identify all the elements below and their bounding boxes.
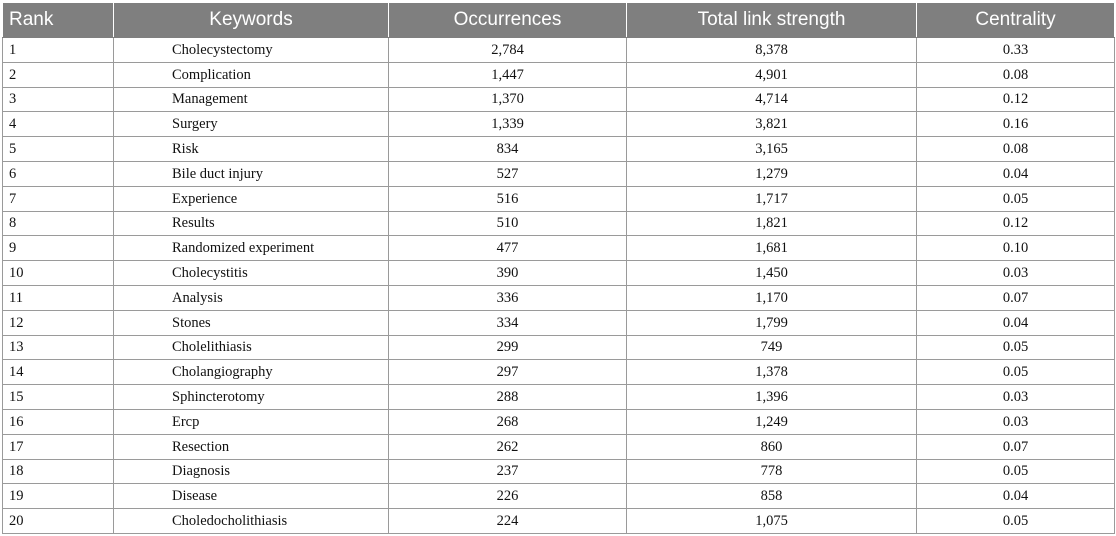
occurrences-cell: 268 <box>389 409 627 434</box>
rank-cell: 17 <box>3 434 114 459</box>
centrality-cell: 0.03 <box>917 409 1115 434</box>
centrality-cell: 0.07 <box>917 434 1115 459</box>
table-row <box>3 385 1115 410</box>
occurrences-cell: 297 <box>389 360 627 385</box>
occurrences-cell: 834 <box>389 137 627 162</box>
rank-cell: 12 <box>3 310 114 335</box>
occurrences-cell: 2,784 <box>389 38 627 63</box>
table-row <box>3 38 1115 63</box>
total-link-strength-cell: 4,901 <box>627 62 917 87</box>
rank-cell: 6 <box>3 161 114 186</box>
total-link-strength-cell: 749 <box>627 335 917 360</box>
header-occurrences: Occurrences <box>389 3 627 38</box>
header-keywords: Keywords <box>114 3 389 38</box>
centrality-cell: 0.05 <box>917 360 1115 385</box>
rank-cell: 4 <box>3 112 114 137</box>
table-row <box>3 434 1115 459</box>
rank-cell: 3 <box>3 87 114 112</box>
total-link-strength-cell: 1,249 <box>627 409 917 434</box>
centrality-cell: 0.05 <box>917 459 1115 484</box>
occurrences-cell: 237 <box>389 459 627 484</box>
occurrences-cell: 510 <box>389 211 627 236</box>
keyword-cell: Choledocholithiasis <box>114 509 389 534</box>
keyword-cell: Disease <box>114 484 389 509</box>
total-link-strength-cell: 1,279 <box>627 161 917 186</box>
table-row <box>3 137 1115 162</box>
keyword-cell: Cholecystectomy <box>114 38 389 63</box>
centrality-cell: 0.03 <box>917 385 1115 410</box>
table-row <box>3 261 1115 286</box>
keyword-cell: Experience <box>114 186 389 211</box>
table-row <box>3 211 1115 236</box>
keyword-cell: Results <box>114 211 389 236</box>
rank-cell: 19 <box>3 484 114 509</box>
total-link-strength-cell: 1,717 <box>627 186 917 211</box>
total-link-strength-cell: 778 <box>627 459 917 484</box>
centrality-cell: 0.16 <box>917 112 1115 137</box>
occurrences-cell: 224 <box>389 509 627 534</box>
occurrences-cell: 1,370 <box>389 87 627 112</box>
table-row <box>3 285 1115 310</box>
rank-cell: 1 <box>3 38 114 63</box>
rank-cell: 7 <box>3 186 114 211</box>
rank-cell: 10 <box>3 261 114 286</box>
keyword-cell: Surgery <box>114 112 389 137</box>
keyword-cell: Risk <box>114 137 389 162</box>
rank-cell: 18 <box>3 459 114 484</box>
header-centrality: Centrality <box>917 3 1115 38</box>
total-link-strength-cell: 3,165 <box>627 137 917 162</box>
keyword-cell: Ercp <box>114 409 389 434</box>
rank-cell: 11 <box>3 285 114 310</box>
table-row <box>3 62 1115 87</box>
keyword-cell: Bile duct injury <box>114 161 389 186</box>
occurrences-cell: 516 <box>389 186 627 211</box>
keyword-cell: Resection <box>114 434 389 459</box>
rank-cell: 8 <box>3 211 114 236</box>
centrality-cell: 0.04 <box>917 161 1115 186</box>
centrality-cell: 0.10 <box>917 236 1115 261</box>
occurrences-cell: 1,447 <box>389 62 627 87</box>
keyword-cell: Management <box>114 87 389 112</box>
table-row <box>3 409 1115 434</box>
occurrences-cell: 336 <box>389 285 627 310</box>
total-link-strength-cell: 860 <box>627 434 917 459</box>
centrality-cell: 0.08 <box>917 62 1115 87</box>
centrality-cell: 0.05 <box>917 509 1115 534</box>
table-row <box>3 236 1115 261</box>
table-row <box>3 484 1115 509</box>
total-link-strength-cell: 1,799 <box>627 310 917 335</box>
centrality-cell: 0.12 <box>917 211 1115 236</box>
table-row <box>3 87 1115 112</box>
total-link-strength-cell: 3,821 <box>627 112 917 137</box>
keyword-cell: Stones <box>114 310 389 335</box>
occurrences-cell: 334 <box>389 310 627 335</box>
table-header <box>3 3 1115 38</box>
rank-cell: 5 <box>3 137 114 162</box>
rank-cell: 13 <box>3 335 114 360</box>
keyword-cell: Randomized experiment <box>114 236 389 261</box>
occurrences-cell: 299 <box>389 335 627 360</box>
keyword-cell: Diagnosis <box>114 459 389 484</box>
keywords-table <box>2 2 1115 534</box>
occurrences-cell: 527 <box>389 161 627 186</box>
total-link-strength-cell: 1,170 <box>627 285 917 310</box>
table-row <box>3 310 1115 335</box>
centrality-cell: 0.05 <box>917 186 1115 211</box>
header-total-link-strength: Total link strength <box>627 3 917 38</box>
table-row <box>3 186 1115 211</box>
rank-cell: 14 <box>3 360 114 385</box>
total-link-strength-cell: 8,378 <box>627 38 917 63</box>
centrality-cell: 0.04 <box>917 484 1115 509</box>
keyword-cell: Complication <box>114 62 389 87</box>
occurrences-cell: 477 <box>389 236 627 261</box>
total-link-strength-cell: 4,714 <box>627 87 917 112</box>
table-row <box>3 112 1115 137</box>
occurrences-cell: 1,339 <box>389 112 627 137</box>
total-link-strength-cell: 1,075 <box>627 509 917 534</box>
centrality-cell: 0.04 <box>917 310 1115 335</box>
centrality-cell: 0.33 <box>917 38 1115 63</box>
centrality-cell: 0.08 <box>917 137 1115 162</box>
centrality-cell: 0.05 <box>917 335 1115 360</box>
header-rank: Rank <box>3 3 114 38</box>
keyword-cell: Cholecystitis <box>114 261 389 286</box>
occurrences-cell: 390 <box>389 261 627 286</box>
centrality-cell: 0.03 <box>917 261 1115 286</box>
rank-cell: 20 <box>3 509 114 534</box>
total-link-strength-cell: 1,378 <box>627 360 917 385</box>
total-link-strength-cell: 1,396 <box>627 385 917 410</box>
table-row <box>3 360 1115 385</box>
keyword-cell: Cholangiography <box>114 360 389 385</box>
table-row <box>3 509 1115 534</box>
keyword-cell: Sphincterotomy <box>114 385 389 410</box>
rank-cell: 16 <box>3 409 114 434</box>
table-row <box>3 161 1115 186</box>
keyword-cell: Cholelithiasis <box>114 335 389 360</box>
total-link-strength-cell: 1,450 <box>627 261 917 286</box>
keyword-cell: Analysis <box>114 285 389 310</box>
occurrences-cell: 226 <box>389 484 627 509</box>
table-row <box>3 459 1115 484</box>
occurrences-cell: 262 <box>389 434 627 459</box>
header-row <box>3 3 1115 38</box>
rank-cell: 15 <box>3 385 114 410</box>
total-link-strength-cell: 1,821 <box>627 211 917 236</box>
occurrences-cell: 288 <box>389 385 627 410</box>
centrality-cell: 0.07 <box>917 285 1115 310</box>
total-link-strength-cell: 1,681 <box>627 236 917 261</box>
rank-cell: 9 <box>3 236 114 261</box>
table-row <box>3 335 1115 360</box>
rank-cell: 2 <box>3 62 114 87</box>
centrality-cell: 0.12 <box>917 87 1115 112</box>
total-link-strength-cell: 858 <box>627 484 917 509</box>
table-body <box>3 38 1115 534</box>
